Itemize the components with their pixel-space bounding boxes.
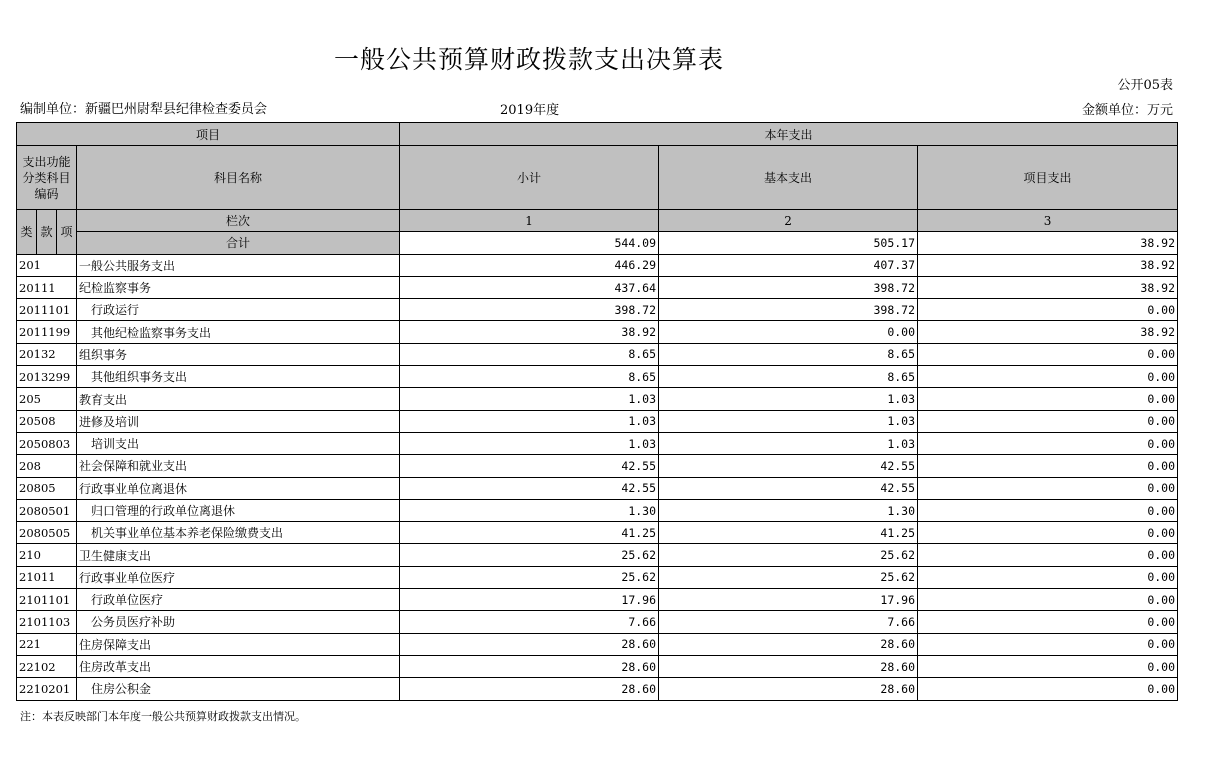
table-row (17, 276, 1178, 298)
row-subtotal: 7.66 (400, 611, 659, 633)
row-subtotal: 42.55 (400, 455, 659, 477)
row-basic: 407.37 (659, 254, 918, 276)
row-project: 0.00 (918, 522, 1178, 544)
page-title: 一般公共预算财政拨款支出决算表 (333, 45, 724, 74)
row-subject-name: 住房改革支出 (77, 655, 400, 677)
row-basic: 25.62 (659, 566, 918, 588)
row-basic: 1.03 (659, 410, 918, 432)
row-subject-name: 住房保障支出 (77, 633, 400, 655)
header-col2: 2 (659, 210, 918, 232)
row-project: 0.00 (918, 678, 1178, 700)
row-code: 221 (17, 633, 77, 655)
table-row (17, 343, 1178, 365)
row-project: 0.00 (918, 432, 1178, 454)
row-subject-name: 组织事务 (77, 343, 400, 365)
row-code: 2013299 (17, 366, 77, 388)
total-label: 合计 (77, 232, 400, 254)
row-basic: 41.25 (659, 522, 918, 544)
header-col3: 3 (918, 210, 1178, 232)
row-subject-name: 归口管理的行政单位离退休 (77, 499, 400, 521)
money-unit: 金额单位：万元 (1081, 103, 1173, 118)
row-subject-name: 教育支出 (77, 388, 400, 410)
row-subtotal: 1.03 (400, 432, 659, 454)
row-code: 20111 (17, 276, 77, 298)
row-subject-name: 其他组织事务支出 (77, 366, 400, 388)
row-project: 38.92 (918, 254, 1178, 276)
row-project: 0.00 (918, 410, 1178, 432)
reporting-unit: 编制单位：新疆巴州尉犁县纪律检查委员会 (20, 102, 268, 117)
row-code: 2011199 (17, 321, 77, 343)
row-subject-name: 住房公积金 (77, 678, 400, 700)
row-subject-name: 培训支出 (77, 432, 400, 454)
fiscal-year: 2019年度 (500, 103, 560, 118)
row-basic: 1.30 (659, 499, 918, 521)
table-row (17, 388, 1178, 410)
row-subtotal: 1.03 (400, 410, 659, 432)
row-basic: 398.72 (659, 276, 918, 298)
row-subject-name: 一般公共服务支出 (77, 254, 400, 276)
table-row (17, 477, 1178, 499)
header-current-year: 本年支出 (400, 123, 1178, 146)
table-row (17, 566, 1178, 588)
row-code: 2080501 (17, 499, 77, 521)
row-code: 2080505 (17, 522, 77, 544)
row-project: 0.00 (918, 499, 1178, 521)
header-kuan: 款 (37, 210, 57, 255)
row-subtotal: 25.62 (400, 566, 659, 588)
row-basic: 1.03 (659, 388, 918, 410)
header-xiang: 项 (57, 210, 77, 255)
table-row (17, 455, 1178, 477)
row-code: 20132 (17, 343, 77, 365)
row-basic: 7.66 (659, 611, 918, 633)
row-basic: 17.96 (659, 589, 918, 611)
row-code: 20508 (17, 410, 77, 432)
table-row (17, 589, 1178, 611)
table-row (17, 254, 1178, 276)
row-project: 0.00 (918, 455, 1178, 477)
row-subtotal: 38.92 (400, 321, 659, 343)
row-basic: 28.60 (659, 655, 918, 677)
header-lei: 类 (17, 210, 37, 255)
table-row (17, 499, 1178, 521)
header-func-code: 支出功能分类科目编码 (17, 146, 77, 210)
row-subject-name: 纪检监察事务 (77, 276, 400, 298)
row-project: 0.00 (918, 388, 1178, 410)
row-project: 0.00 (918, 477, 1178, 499)
row-project: 0.00 (918, 299, 1178, 321)
row-basic: 28.60 (659, 678, 918, 700)
table-row (17, 522, 1178, 544)
table-row (17, 544, 1178, 566)
row-code: 21011 (17, 566, 77, 588)
row-subject-name: 进修及培训 (77, 410, 400, 432)
row-project: 38.92 (918, 276, 1178, 298)
row-project: 0.00 (918, 343, 1178, 365)
row-basic: 398.72 (659, 299, 918, 321)
row-code: 22102 (17, 655, 77, 677)
row-project: 0.00 (918, 655, 1178, 677)
row-subject-name: 行政单位医疗 (77, 589, 400, 611)
table-row (17, 321, 1178, 343)
row-basic: 42.55 (659, 455, 918, 477)
row-project: 0.00 (918, 566, 1178, 588)
footnote: 注：本表反映部门本年度一般公共预算财政拨款支出情况。 (20, 710, 306, 723)
row-subject-name: 行政事业单位医疗 (77, 566, 400, 588)
row-code: 20805 (17, 477, 77, 499)
row-project: 0.00 (918, 544, 1178, 566)
row-basic: 42.55 (659, 477, 918, 499)
row-project: 0.00 (918, 589, 1178, 611)
row-basic: 8.65 (659, 366, 918, 388)
header-subject-name: 科目名称 (77, 146, 400, 210)
row-subtotal: 41.25 (400, 522, 659, 544)
table-row (17, 655, 1178, 677)
row-subtotal: 8.65 (400, 343, 659, 365)
header-lanci: 栏次 (77, 210, 400, 232)
header-col1: 1 (400, 210, 659, 232)
row-code: 2210201 (17, 678, 77, 700)
row-code: 205 (17, 388, 77, 410)
total-basic: 505.17 (659, 232, 918, 254)
row-basic: 1.03 (659, 432, 918, 454)
row-project: 0.00 (918, 633, 1178, 655)
total-project: 38.92 (918, 232, 1178, 254)
row-subject-name: 其他纪检监察事务支出 (77, 321, 400, 343)
row-subtotal: 28.60 (400, 678, 659, 700)
row-basic: 25.62 (659, 544, 918, 566)
row-subtotal: 398.72 (400, 299, 659, 321)
table-row (17, 410, 1178, 432)
row-project: 0.00 (918, 366, 1178, 388)
form-number: 公开05表 (1117, 78, 1173, 93)
row-subtotal: 1.30 (400, 499, 659, 521)
row-code: 2101103 (17, 611, 77, 633)
row-basic: 28.60 (659, 633, 918, 655)
row-basic: 8.65 (659, 343, 918, 365)
table-row (17, 432, 1178, 454)
table-row (17, 633, 1178, 655)
header-item: 项目 (17, 123, 400, 146)
header-subtotal: 小计 (400, 146, 659, 210)
row-code: 2050803 (17, 432, 77, 454)
table-row (17, 611, 1178, 633)
row-subtotal: 42.55 (400, 477, 659, 499)
row-code: 2101101 (17, 589, 77, 611)
row-code: 2011101 (17, 299, 77, 321)
row-subtotal: 1.03 (400, 388, 659, 410)
row-subject-name: 机关事业单位基本养老保险缴费支出 (77, 522, 400, 544)
row-subject-name: 公务员医疗补助 (77, 611, 400, 633)
row-basic: 0.00 (659, 321, 918, 343)
table-row (17, 366, 1178, 388)
header-project: 项目支出 (918, 146, 1178, 210)
header-basic: 基本支出 (659, 146, 918, 210)
row-subtotal: 8.65 (400, 366, 659, 388)
row-subtotal: 446.29 (400, 254, 659, 276)
row-subtotal: 437.64 (400, 276, 659, 298)
row-project: 38.92 (918, 321, 1178, 343)
row-subject-name: 行政事业单位离退休 (77, 477, 400, 499)
row-subtotal: 25.62 (400, 544, 659, 566)
row-subject-name: 卫生健康支出 (77, 544, 400, 566)
row-subject-name: 社会保障和就业支出 (77, 455, 400, 477)
row-subtotal: 17.96 (400, 589, 659, 611)
total-subtotal: 544.09 (400, 232, 659, 254)
table-row (17, 299, 1178, 321)
row-code: 208 (17, 455, 77, 477)
row-code: 210 (17, 544, 77, 566)
row-subject-name: 行政运行 (77, 299, 400, 321)
row-project: 0.00 (918, 611, 1178, 633)
expenditure-table (16, 122, 1178, 701)
row-subtotal: 28.60 (400, 633, 659, 655)
table-row (17, 678, 1178, 700)
row-code: 201 (17, 254, 77, 276)
row-subtotal: 28.60 (400, 655, 659, 677)
